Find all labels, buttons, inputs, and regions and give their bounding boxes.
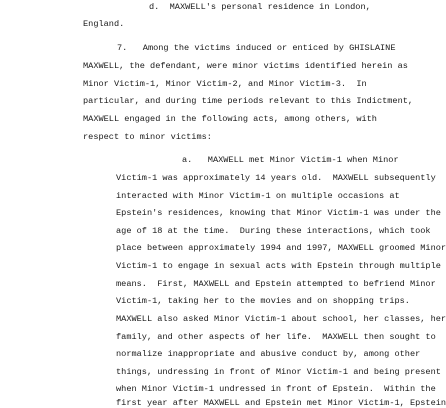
text-line-1: d. MAXWELL's personal residence in London, [149,2,371,12]
text-line-7: MAXWELL engaged in the following acts, among others, with [83,114,377,124]
text-line-5: Minor Victim-1, Minor Victim-2, and Minor Victim-3. In [83,79,367,89]
text-line-15: Victim-1 to engage in sexual acts with Epstein through multiple [116,261,441,271]
text-line-3: 7. Among the victims induced or enticed by GHISLAINE [117,43,396,53]
text-line-6: particular, and during time periods relevant to this Indictment, [83,96,414,106]
text-line-12: Epstein's residences, knowing that Minor Victim-1 was under the [116,208,441,218]
text-line-17: Victim-1, taking her to the movies and on shopping trips. [116,296,410,306]
text-line-20: normalize inappropriate and abusive conduct by, among other [116,349,421,359]
text-line-14: place between approximately 1994 and 1997, MAXWELL groomed Minor [116,243,446,253]
text-line-11: interacted with Minor Victim-1 on multiple occasions at [116,191,400,201]
text-line-13: age of 18 at the time. During these interactions, which took [116,226,431,236]
text-line-8: respect to minor victims: [83,132,212,142]
text-line-19: family, and other aspects of her life. MAXWELL then sought to [116,332,436,342]
text-line-21: things, undressing in front of Minor Victim-1 and being present [116,367,441,377]
text-line-2: England. [83,19,125,29]
text-line-23: first year after MAXWELL and Epstein met Minor Victim-1, Epstein [116,398,446,408]
text-line-16: means. First, MAXWELL and Epstein attempted to befriend Minor [116,279,436,289]
text-line-10: Victim-1 was approximately 14 years old. MAXWELL subsequently [116,173,436,183]
text-line-22: when Minor Victim-1 undressed in front of Epstein. Within the [116,384,436,394]
text-line-9: a. MAXWELL met Minor Victim-1 when Minor [182,155,399,165]
text-line-4: MAXWELL, the defendant, were minor victims identified herein as [83,61,408,71]
text-line-18: MAXWELL also asked Minor Victim-1 about school, her classes, her [116,314,446,324]
